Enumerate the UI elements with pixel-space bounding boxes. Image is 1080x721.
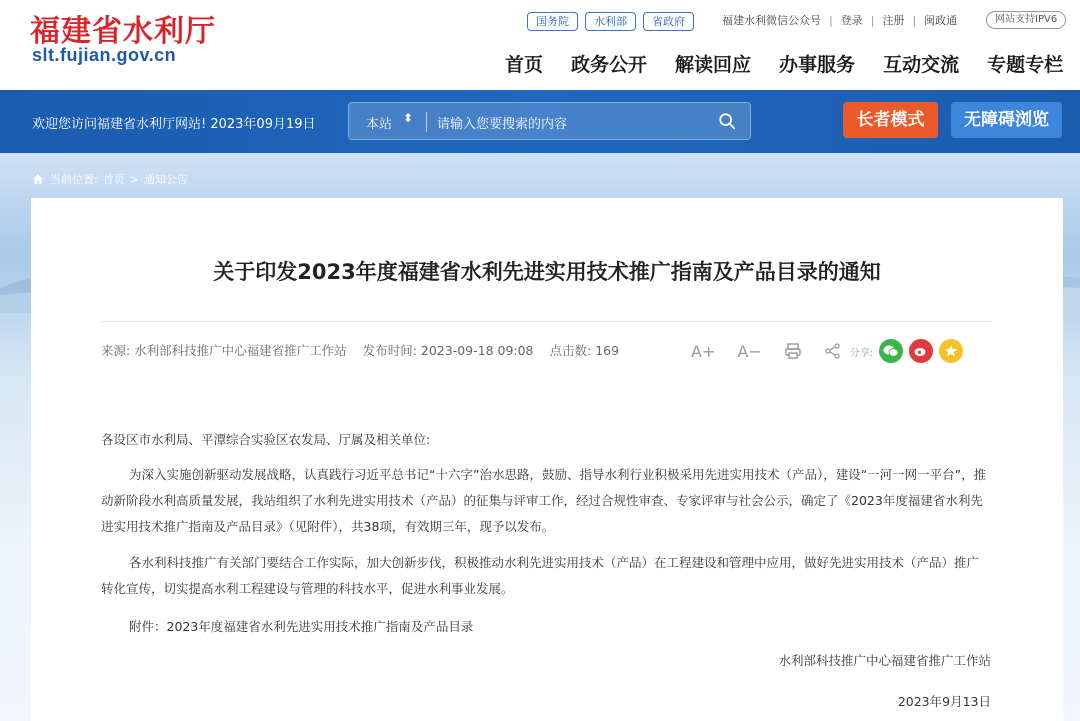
nav-home[interactable]: 首页 <box>505 54 544 76</box>
nav-services[interactable]: 办事服务 <box>779 54 856 76</box>
breadcrumb-label: 当前位置: <box>50 173 98 186</box>
article-card <box>31 198 1063 721</box>
home-icon <box>32 173 44 185</box>
utility-links <box>722 12 957 28</box>
article-tools <box>691 339 969 363</box>
search-icon[interactable] <box>718 112 736 130</box>
article-paragraph: 为深入实施创新驱动发展战略，认真践行习近平总书记“十六字”治水思路，鼓励、指导水利行业积极采用先进实用技术（产品），建设“一河一网一平台”，推动新阶段水利高质量发展，我站组织了水利先进实用技术（产品）的征集与评审工作，经过合规性审查、专家评审与社会公示，确定了《2023年度福建省水利先进实用技术推广指南及产品目录》（见附件），共38项，有效期三年，现予以发布。 <box>101 467 987 534</box>
article-date: 2023年9月13日 <box>897 694 991 709</box>
breadcrumb-home[interactable]: 首页 <box>102 173 125 186</box>
nav-government-affairs[interactable]: 政务公开 <box>571 54 648 76</box>
elder-mode-button[interactable]: 长者模式 <box>843 102 938 138</box>
search-bar <box>348 102 751 140</box>
nav-special-topics[interactable]: 专题专栏 <box>987 54 1064 76</box>
site-header <box>0 0 1080 90</box>
link-state-council[interactable]: 国务院 <box>527 12 578 31</box>
article-click-count: 点击数: 169 <box>549 343 620 358</box>
divider: | <box>870 13 875 27</box>
font-increase-button[interactable]: A+ <box>691 341 716 361</box>
search-input[interactable]: 请输入您要搜索的内容 <box>437 117 568 132</box>
wechat-account-link[interactable]: 福建水利微信公众号 <box>722 14 821 27</box>
ipv6-badge: 网站支持IPV6 <box>986 11 1066 29</box>
search-band <box>0 90 1080 153</box>
login-link[interactable]: 登录 <box>840 14 863 27</box>
article-signature: 水利部科技推广中心福建省推广工作站 <box>778 653 991 668</box>
article-publish-time: 发布时间: 2023-09-18 09:08 <box>362 343 534 358</box>
article-meta <box>101 341 619 359</box>
breadcrumb-current[interactable]: 通知公告 <box>143 173 188 186</box>
weibo-share-icon[interactable] <box>909 339 933 363</box>
share-label: 分享: <box>849 347 874 359</box>
title-divider <box>101 321 991 322</box>
link-ministry-water[interactable]: 水利部 <box>585 12 636 31</box>
register-link[interactable]: 注册 <box>882 14 905 27</box>
link-provincial-gov[interactable]: 省政府 <box>643 12 694 31</box>
favorite-star-icon[interactable] <box>939 339 963 363</box>
main-nav <box>505 50 1063 77</box>
wechat-share-icon[interactable] <box>879 339 903 363</box>
share-icon[interactable] <box>824 342 842 360</box>
search-divider <box>426 112 427 132</box>
divider: | <box>829 13 833 27</box>
site-logo-title[interactable]: 福建省水利厅 <box>30 14 216 49</box>
article-salutation: 各设区市水利局、平潭综合实验区农发局、厅属及相关单位: <box>101 432 431 447</box>
sort-arrows-icon[interactable]: ⬍ <box>403 111 414 125</box>
accessible-browse-button[interactable]: 无障碍浏览 <box>951 102 1062 138</box>
site-logo-domain[interactable]: slt.fujian.gov.cn <box>32 45 177 65</box>
breadcrumb <box>32 171 193 187</box>
breadcrumb-separator: > <box>129 172 139 186</box>
article-source: 来源: 水利部科技推广中心福建省推广工作站 <box>101 343 347 358</box>
article-title: 关于印发2023年度福建省水利先进实用技术推广指南及产品目录的通知 <box>213 260 881 284</box>
external-links <box>527 12 694 31</box>
print-icon[interactable] <box>784 342 802 360</box>
article-paragraph: 各水利科技推广有关部门要结合工作实际，加大创新步伐，积极推动水利先进实用技术（产品）在工程建设和管理中应用，做好先进实用技术（产品）推广转化宣传，切实提高水利工程建设与管理的科技水平，促进水利事业发展。 <box>101 555 980 596</box>
search-scope-select[interactable]: 本站 <box>366 117 393 132</box>
minzhengtong-link[interactable]: 闽政通 <box>924 14 958 27</box>
welcome-text: 欢迎您访问福建省水利厅网站! 2023年09月19日 <box>32 117 316 132</box>
article-attachment-link[interactable]: 附件：2023年度福建省水利先进实用技术推广指南及产品目录 <box>129 619 474 634</box>
nav-interpretation[interactable]: 解读回应 <box>675 54 752 76</box>
divider: | <box>912 13 917 27</box>
font-decrease-button[interactable]: A− <box>737 341 762 361</box>
nav-interaction[interactable]: 互动交流 <box>883 54 960 76</box>
